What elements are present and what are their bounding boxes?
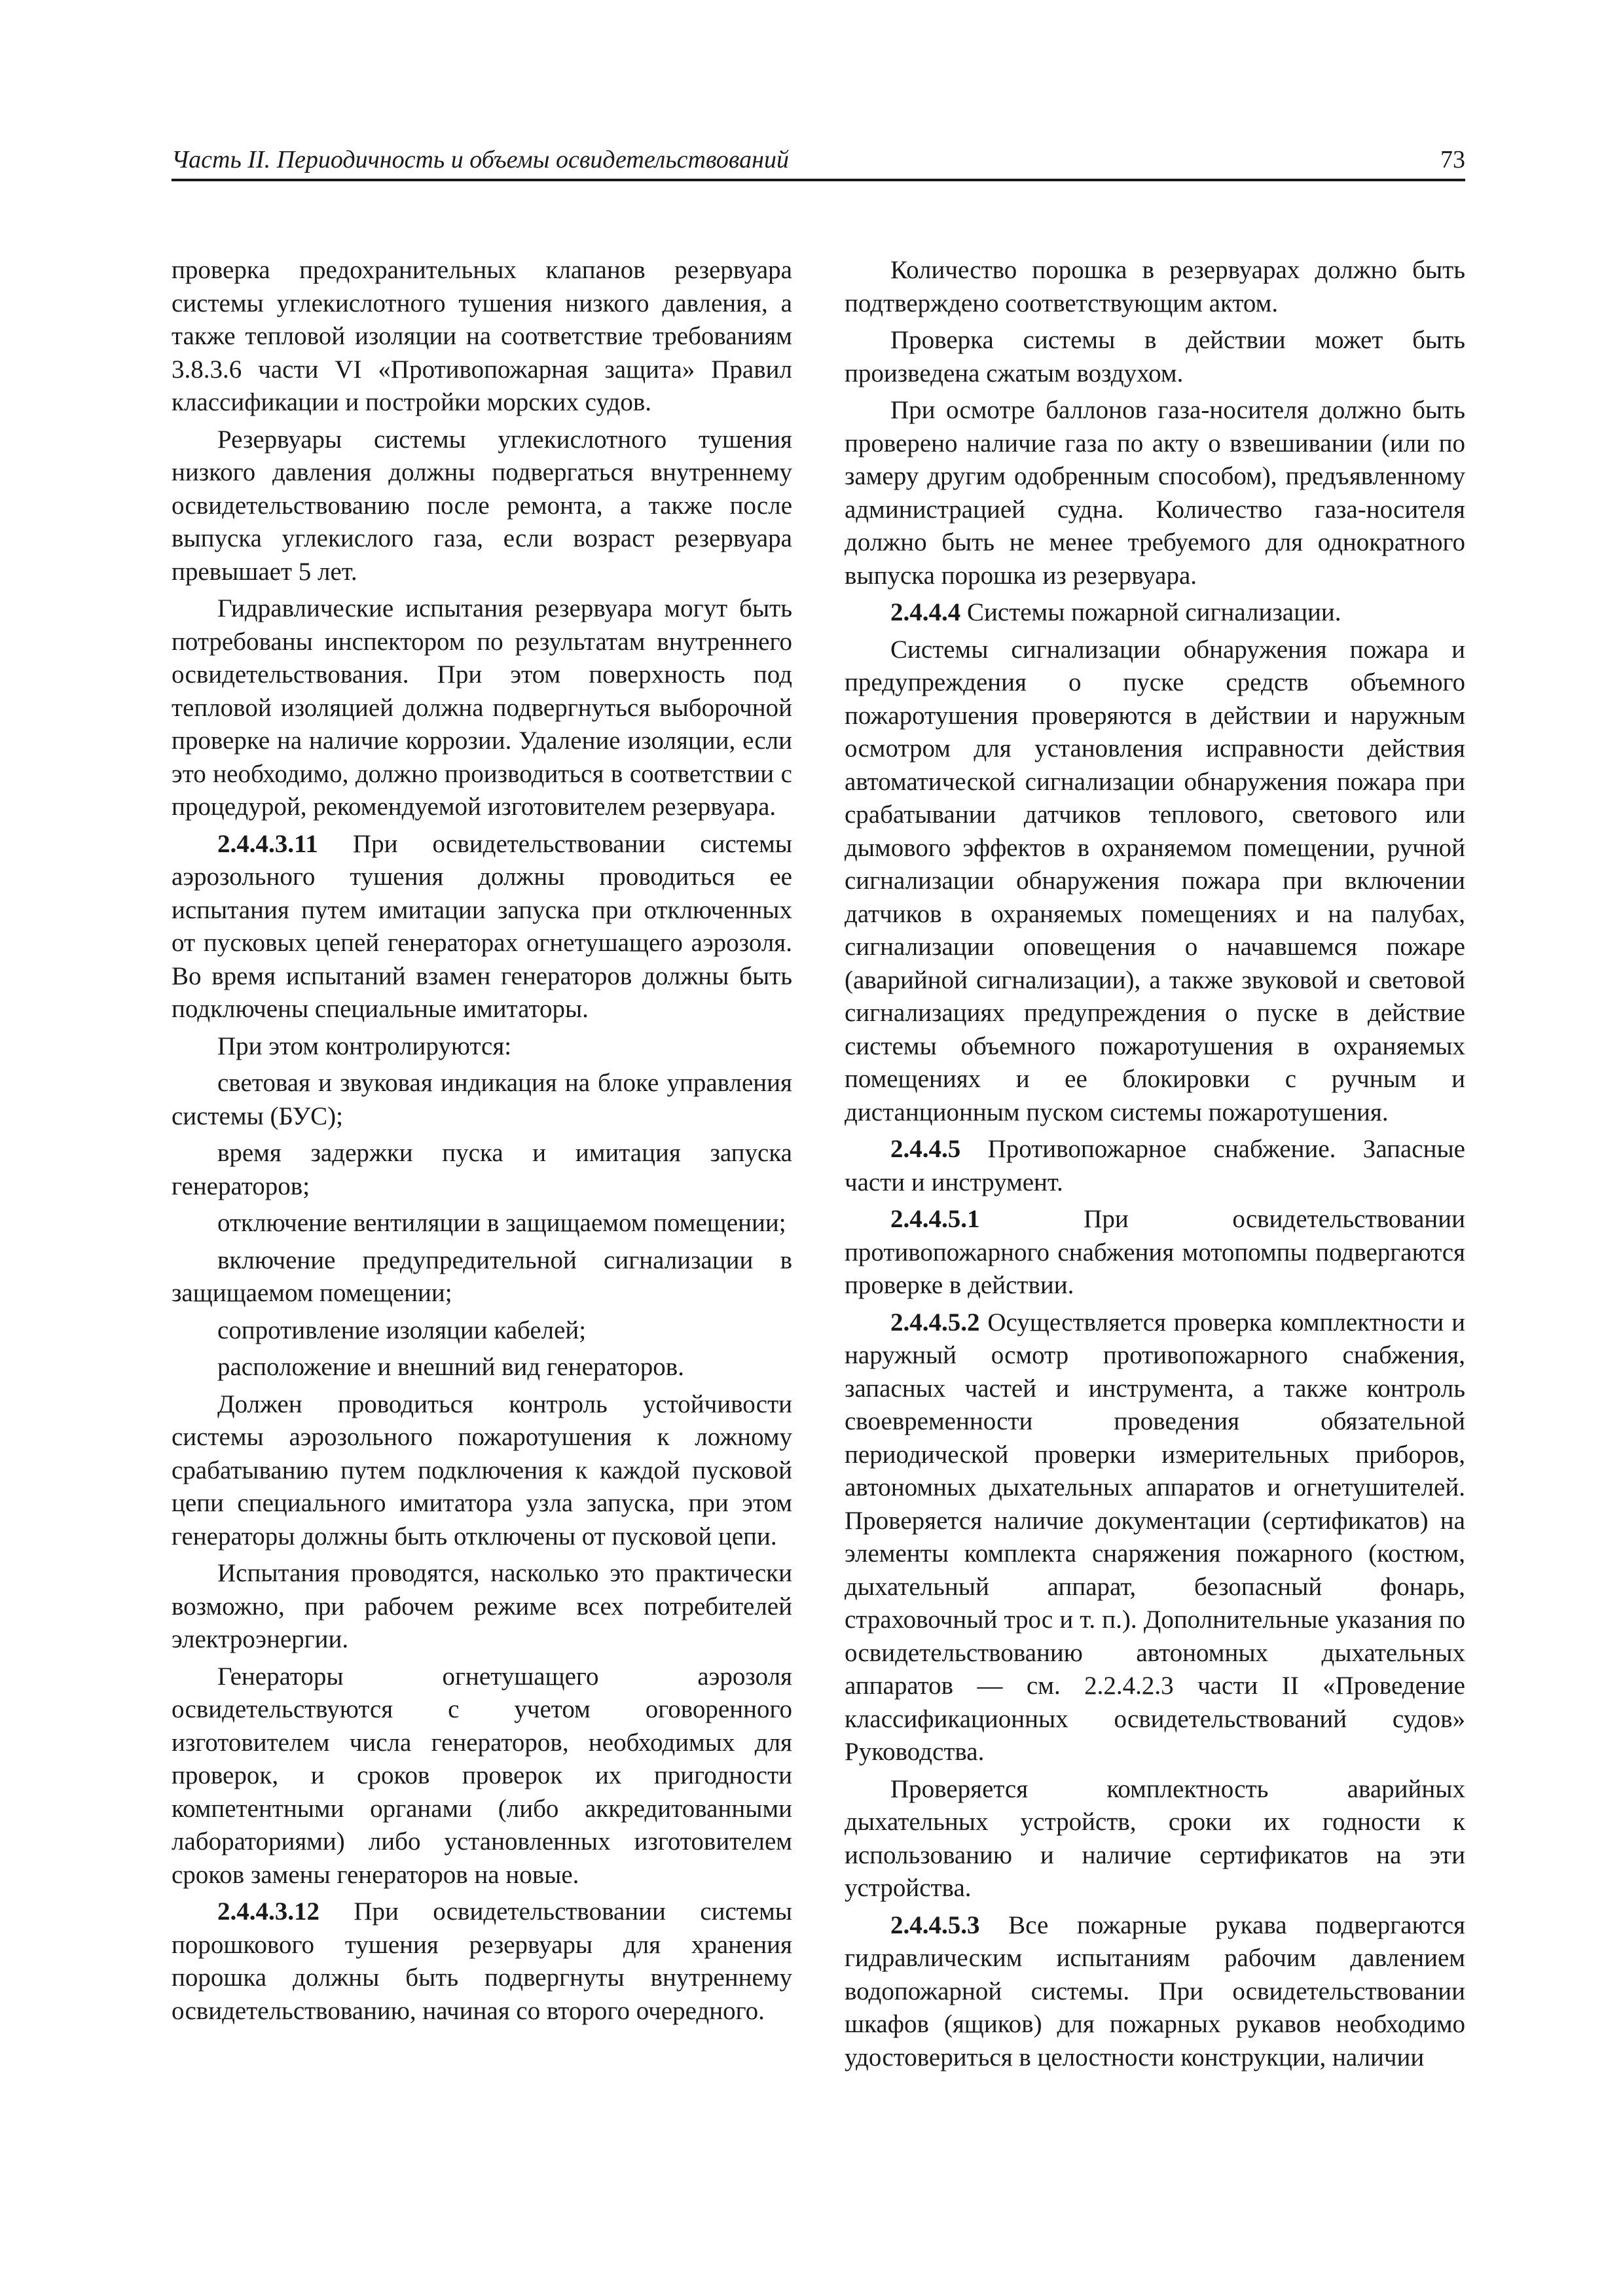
paragraph-text: время задержки пуска и имитация запуска генераторов; bbox=[172, 1139, 792, 1200]
page-number: 73 bbox=[1440, 146, 1465, 173]
clause-number: 2.4.4.5.2 bbox=[890, 1308, 980, 1336]
paragraph-text: включение предупредительной сигнализации в защищаемом помещении; bbox=[172, 1246, 792, 1307]
header-rule bbox=[172, 179, 1465, 181]
paragraph bbox=[845, 1306, 1465, 1769]
paragraph bbox=[845, 324, 1465, 390]
paragraph-text: Системы сигнализации обнаружения пожара и предупреждения о пуске средств объемного пожаротушения проверяются в действии и наружным осмотром для установления исправности действия автоматической сигнализации обнаружения пожара при срабатывании датчиков теплового, светового или дымового эффектов в охраняемом помещении, ручной сигнализации обнаружения пожара при включении датчиков в охраняемых помещениях и на палубах, сигнализации оповещения о начавшемся пожаре (аварийной сигнализации), а также звуковой и световой сигнализациях предупреждения о пуске в действие системы объемного пожаротушения в охраняемых помещениях и ее блокировки с ручным и дистанционным пуском системы пожаротушения. bbox=[845, 635, 1465, 1126]
clause-number: 2.4.4.3.12 bbox=[217, 1897, 319, 1926]
paragraph-text: Системы пожарной сигнализации. bbox=[960, 598, 1341, 626]
paragraph-text: Должен проводиться контроль устойчивости системы аэрозольного пожаротушения к ложному срабатыванию путем подключения к каждой пусковой цепи специального имитатора узла запуска, при этом генераторы должны быть отключены от пусковой цепи. bbox=[172, 1390, 792, 1551]
clause-number: 2.4.4.5.1 bbox=[890, 1205, 980, 1233]
paragraph-text: Все пожарные рукава подвергаются гидравлическим испытаниям рабочим давлением водопожарной системы. При освидетельствовании шкафов (ящиков) для пожарных рукавов необходимо удостовериться в целостности конструкции, наличии bbox=[845, 1910, 1465, 2072]
paragraph-text: отключение вентиляции в защищаемом помещении; bbox=[217, 1209, 786, 1237]
paragraph-text: При этом контролируются: bbox=[217, 1031, 512, 1060]
paragraph-text: световая и звуковая индикация на блоке управления системы (БУС); bbox=[172, 1069, 792, 1130]
header-title: Часть II. Периодичность и объемы освидетельствований bbox=[172, 146, 790, 173]
paragraph-text: Испытания проводятся, насколько это практически возможно, при рабочем режиме всех потребителей электроэнергии. bbox=[172, 1559, 792, 1653]
paragraph bbox=[845, 1773, 1465, 1905]
paragraph-text: При освидетельствовании противопожарного снабжения мотопомпы подвергаются проверке в действии. bbox=[845, 1205, 1465, 1299]
paragraph bbox=[172, 592, 792, 824]
paragraph bbox=[172, 1351, 792, 1384]
paragraph-text: проверка предохранительных клапанов резервуара системы углекислотного тушения низкого давления, а также тепловой изоляции на соответствие требованиям 3.8.3.6 части VI «Противопожарная защита» Правил классификации и постройки морских судов. bbox=[172, 256, 792, 416]
paragraph-text: Противопожарное снабжение. Запасные части и инструмент. bbox=[845, 1135, 1465, 1196]
paragraph bbox=[172, 1030, 792, 1064]
paragraph-text: расположение и внешний вид генераторов. bbox=[217, 1353, 684, 1381]
paragraph bbox=[172, 1207, 792, 1240]
paragraph bbox=[172, 1314, 792, 1348]
paragraph-text: Гидравлические испытания резервуара могут быть потребованы инспектором по результатам внутреннего освидетельствования. При этом поверхность под тепловой изоляцией должна подвергнуться выборочной проверке на наличие коррозии. Удаление изоляции, если это необходимо, должно производиться в соответствии с процедурой, рекомендуемой изготовителем резервуара. bbox=[172, 594, 792, 821]
paragraph bbox=[172, 1660, 792, 1892]
paragraph-text: Проверяется комплектность аварийных дыхательных устройств, сроки их годности к использованию и наличие сертификатов на эти устройства. bbox=[845, 1774, 1465, 1902]
paragraph-text: Резервуары системы углекислотного тушения низкого давления должны подвергаться внутреннему освидетельствованию после ремонта, а также после выпуска углекислого газа, если возраст резервуара превышает 5 лет. bbox=[172, 425, 792, 586]
clause-number: 2.4.4.5.3 bbox=[890, 1910, 980, 1939]
paragraph bbox=[172, 1388, 792, 1554]
paragraph-text: Проверка системы в действии может быть произведена сжатым воздухом. bbox=[845, 326, 1465, 387]
paragraph bbox=[172, 1137, 792, 1203]
paragraph-text: сопротивление изоляции кабелей; bbox=[217, 1316, 587, 1344]
paragraph bbox=[172, 1557, 792, 1657]
paragraph bbox=[845, 254, 1465, 320]
paragraph bbox=[845, 1133, 1465, 1199]
paragraph-text: Осуществляется проверка комплектности и наружный осмотр противопожарного снабжения, запасных частей и инструмента, а также контроль своевременности проведения обязательной периодической проверки измерительных приборов, автономных дыхательных аппаратов и огнетушителей. Проверяется наличие документации (сертификатов) на элементы комплекта снаряжения пожарного (костюм, дыхательный аппарат, безопасный фонарь, страховочный трос и т. п.). Дополнительные указания по освидетельствованию автономных дыхательных аппаратов — см. 2.2.4.2.3 части II «Проведение классификационных освидетельствований судов» Руководства. bbox=[845, 1308, 1465, 1766]
paragraph bbox=[845, 394, 1465, 592]
paragraph bbox=[845, 596, 1465, 630]
paragraph-text: Генераторы огнетушащего аэрозоля освидетельствуются с учетом оговоренного изготовителем числа генераторов, необходимых для проверок, и сроков проверок их пригодности компетентными органами (либо аккредитованными лабораториями) либо установленных изготовителем сроков замены генераторов на новые. bbox=[172, 1662, 792, 1889]
paragraph bbox=[172, 254, 792, 420]
running-header bbox=[172, 143, 1465, 182]
paragraph-text: При осмотре баллонов газа-носителя должно быть проверено наличие газа по акту о взвешивании (или по замеру другим одобренным способом), предъявленному администрацией судна. Количество газа-носителя должно быть не менее требуемого для однократного выпуска порошка из резервуара. bbox=[845, 396, 1465, 590]
paragraph bbox=[845, 1909, 1465, 2075]
paragraph bbox=[845, 1203, 1465, 1302]
paragraph bbox=[172, 828, 792, 1026]
clause-number: 2.4.4.3.11 bbox=[217, 829, 318, 858]
paragraph bbox=[845, 634, 1465, 1130]
left-column bbox=[172, 254, 792, 2032]
clause-number: 2.4.4.4 bbox=[890, 598, 961, 626]
paragraph-text: При освидетельствовании системы аэрозольного тушения должны проводиться ее испытания путем имитации запуска при отключенных от пусковых цепей генераторах огнетушащего аэрозоля. Во время испытаний взамен генераторов должны быть подключены специальные имитаторы. bbox=[172, 829, 792, 1023]
paragraph-text: При освидетельствовании системы порошкового тушения резервуары для хранения порошка должны быть подвергнуты внутреннему освидетельствованию, начиная со второго очередного. bbox=[172, 1897, 792, 2025]
paragraph bbox=[172, 1895, 792, 2028]
paragraph bbox=[172, 1244, 792, 1310]
clause-number: 2.4.4.5 bbox=[890, 1135, 961, 1163]
paragraph bbox=[172, 1067, 792, 1133]
paragraph bbox=[172, 423, 792, 589]
paragraph-text: Количество порошка в резервуарах должно быть подтверждено соответствующим актом. bbox=[845, 256, 1465, 317]
right-column bbox=[845, 254, 1465, 2078]
